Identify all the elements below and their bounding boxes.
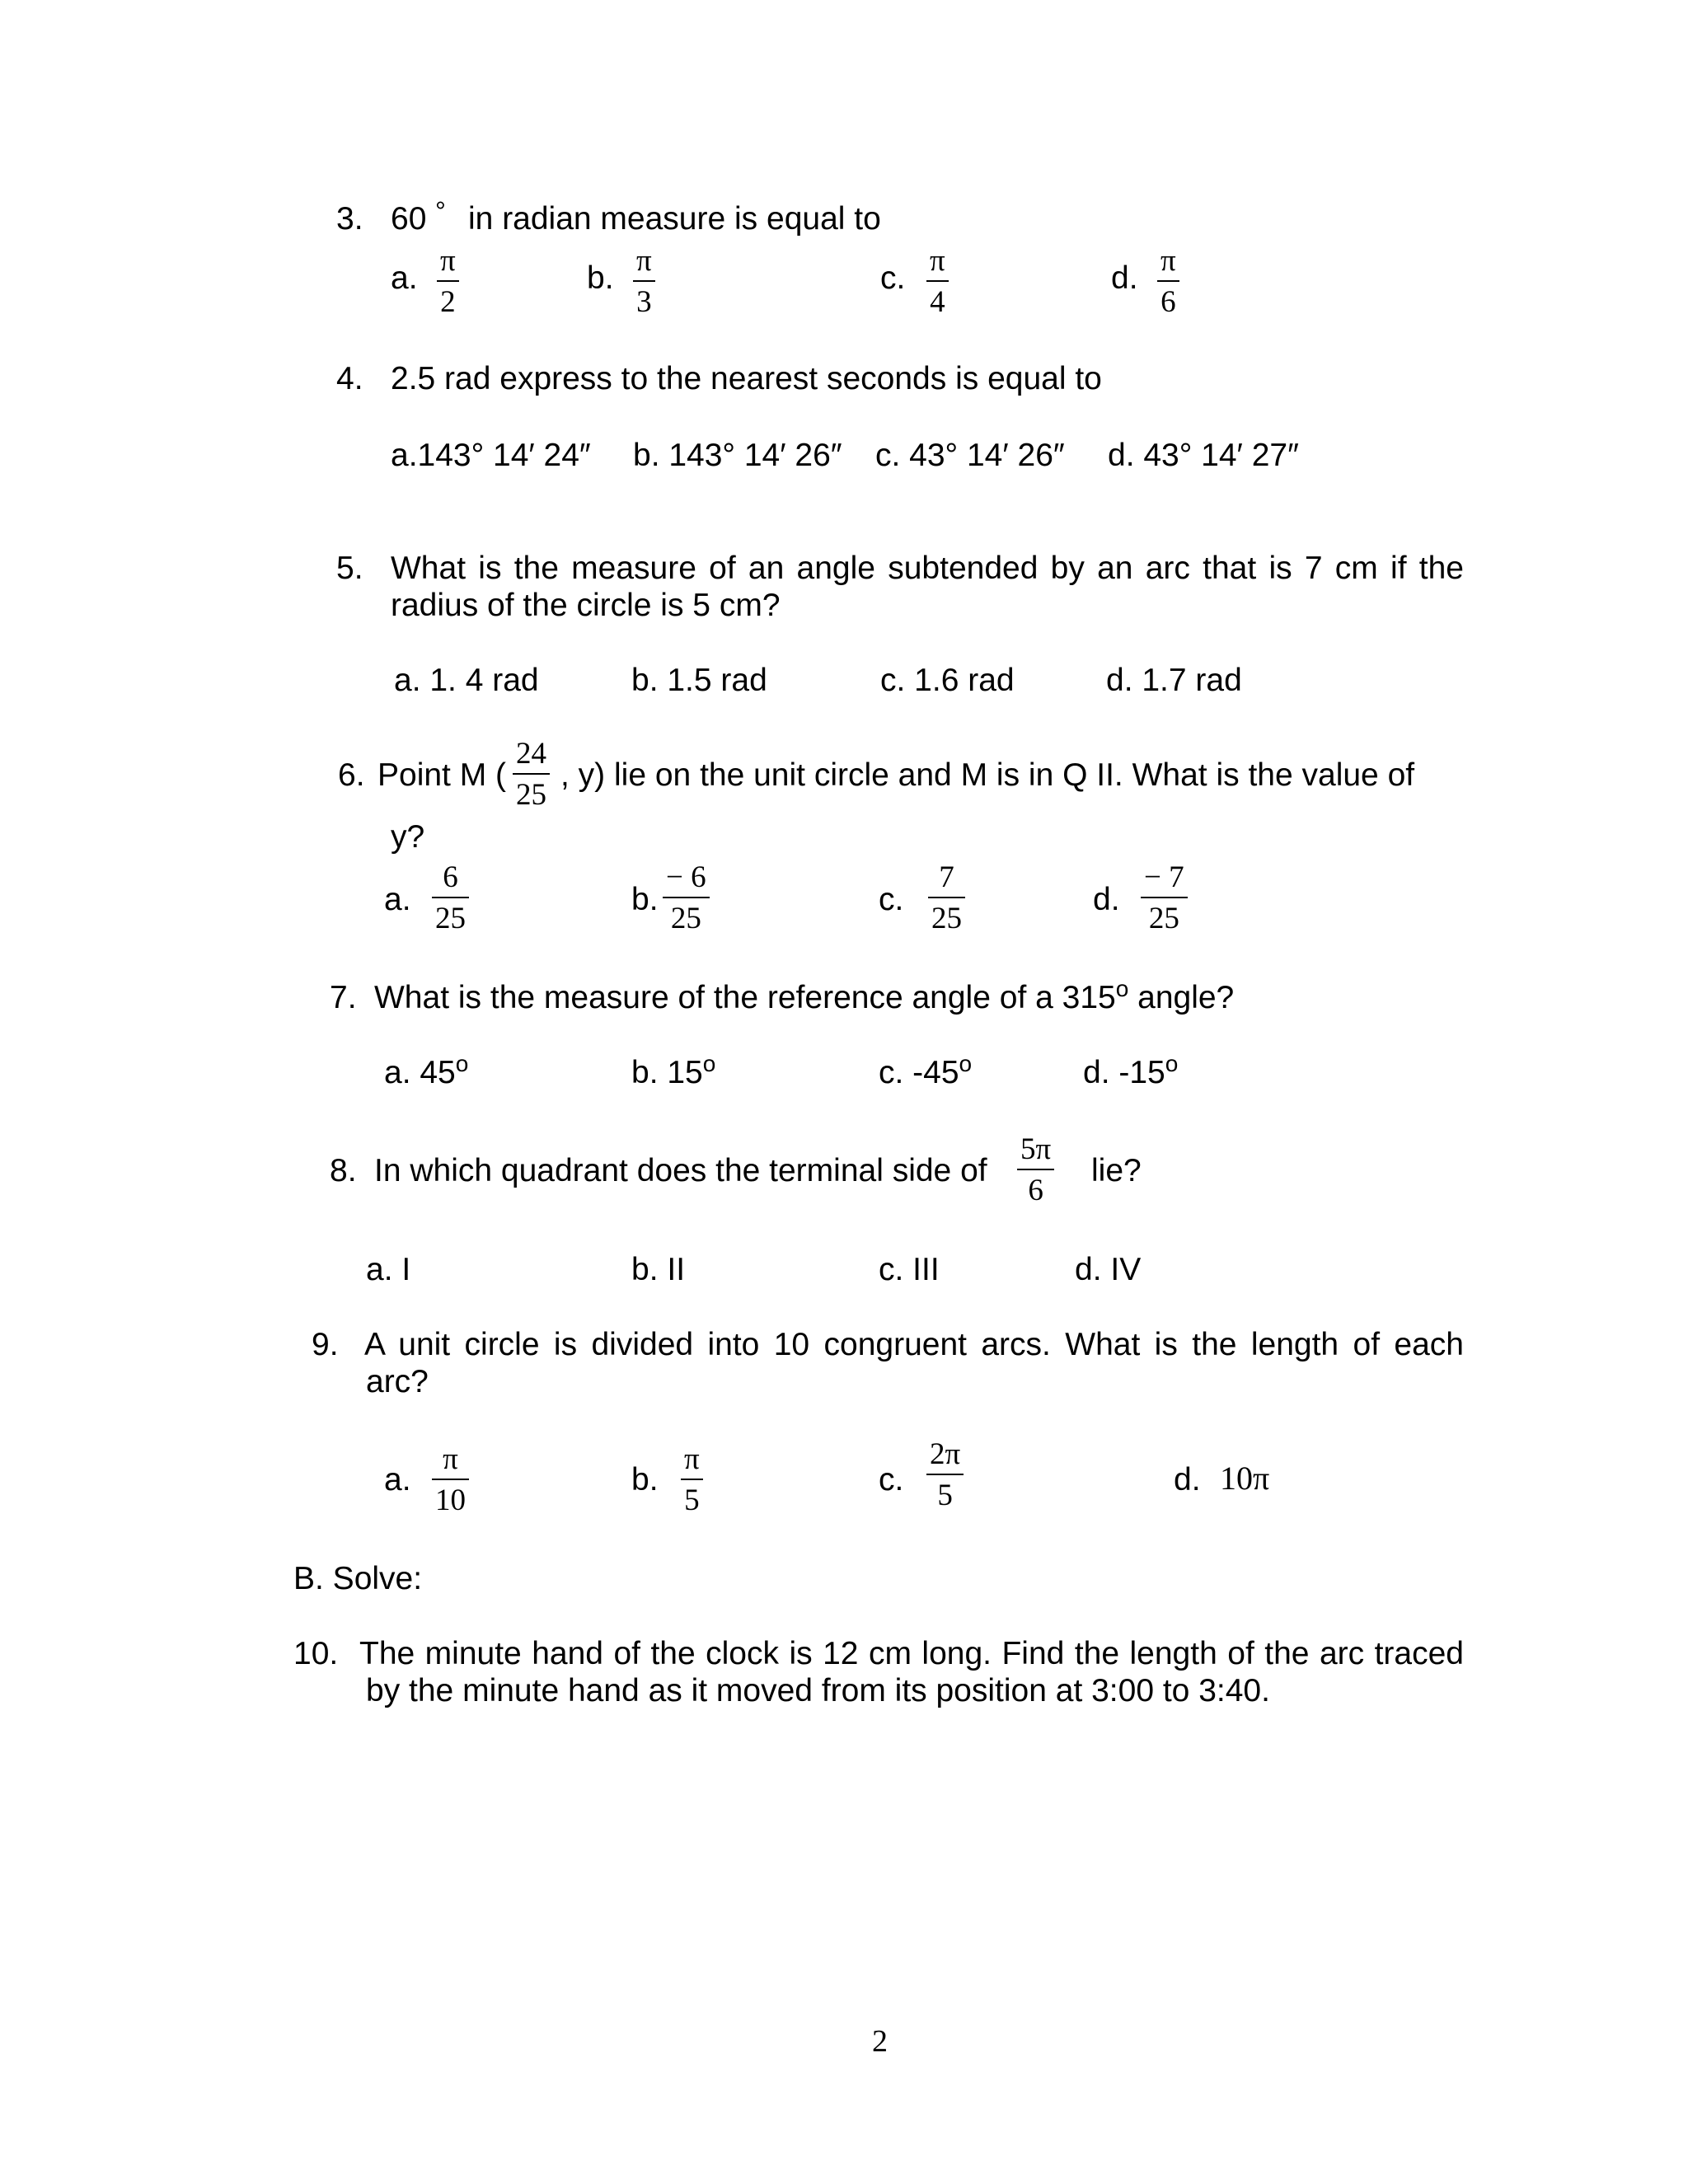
fraction-denominator: 25 bbox=[931, 902, 962, 935]
section-b-title: B. Solve: bbox=[293, 1561, 423, 1596]
question-3-degree: ° bbox=[435, 196, 446, 226]
question-7-option-a bbox=[384, 1051, 469, 1090]
question-7-degree: o bbox=[1115, 976, 1129, 1001]
question-9-option-d-label: d. bbox=[1174, 1462, 1201, 1497]
question-6-stem-pre: Point M ( bbox=[377, 757, 507, 793]
question-6-option-b-fraction bbox=[663, 862, 710, 934]
fraction-denominator: 10 bbox=[435, 1483, 466, 1517]
question-7-stem-post: angle? bbox=[1128, 980, 1235, 1015]
fraction-numerator: − 6 bbox=[666, 860, 706, 894]
option-text: d. -15 bbox=[1083, 1055, 1165, 1090]
question-6-number: 6. bbox=[338, 757, 365, 793]
fraction-denominator: 5 bbox=[937, 1479, 953, 1512]
question-5-stem-line-1: What is the measure of an angle subtended by an arc that is 7 cm if the bbox=[391, 551, 1464, 586]
fraction-numerator: − 7 bbox=[1144, 860, 1184, 894]
question-6-option-b-label: b. bbox=[631, 882, 659, 917]
question-3-option-c-fraction bbox=[926, 246, 949, 317]
question-7-option-b bbox=[631, 1051, 716, 1090]
question-4-number: 4. bbox=[336, 361, 363, 396]
question-5-option-b: b. 1.5 rad bbox=[631, 663, 767, 698]
fraction-numerator: π bbox=[440, 244, 456, 278]
question-3-option-d-label: d. bbox=[1111, 260, 1138, 296]
question-3-option-d-fraction bbox=[1157, 246, 1179, 317]
fraction-denominator: 25 bbox=[516, 778, 546, 812]
question-7-stem-pre: What is the measure of the reference angle of a 315 bbox=[374, 980, 1116, 1015]
fraction-denominator: 3 bbox=[636, 285, 652, 319]
question-9-option-c-fraction bbox=[926, 1439, 964, 1511]
question-8-option-a: a. I bbox=[366, 1252, 411, 1287]
question-9-option-a-fraction bbox=[432, 1444, 469, 1516]
fraction-denominator: 25 bbox=[1148, 902, 1179, 935]
option-text: a. 45 bbox=[384, 1055, 456, 1090]
question-4-option-c: c. 43° 14′ 26″ bbox=[875, 438, 1065, 473]
fraction-numerator: π bbox=[930, 244, 945, 278]
question-3-option-c-label: c. bbox=[880, 260, 906, 296]
degree-mark: o bbox=[702, 1051, 716, 1076]
question-8-stem-post: lie? bbox=[1091, 1153, 1142, 1188]
question-7-option-c bbox=[879, 1051, 973, 1090]
fraction-numerator: 5π bbox=[1020, 1132, 1052, 1166]
degree-mark: o bbox=[959, 1051, 973, 1076]
fraction-numerator: 2π bbox=[930, 1437, 961, 1471]
degree-mark: o bbox=[1165, 1051, 1179, 1076]
question-3-option-b-fraction bbox=[633, 246, 655, 317]
question-6-option-a-label: a. bbox=[384, 882, 411, 917]
fraction-denominator: 6 bbox=[1028, 1174, 1043, 1207]
question-4-option-b: b. 143° 14′ 26″ bbox=[633, 438, 842, 473]
fraction-numerator: 6 bbox=[443, 860, 458, 894]
question-5-number: 5. bbox=[336, 551, 363, 586]
fraction-denominator: 5 bbox=[684, 1483, 700, 1517]
question-3-stem-value: 60 bbox=[391, 201, 427, 237]
question-3-option-b-label: b. bbox=[587, 260, 614, 296]
question-8-option-b: b. II bbox=[631, 1252, 686, 1287]
question-3-stem-text: in radian measure is equal to bbox=[468, 201, 881, 237]
question-6-stem-post: , y) lie on the unit circle and M is in Q II. What is the value of bbox=[560, 757, 1415, 793]
question-9-option-c-label: c. bbox=[879, 1462, 904, 1497]
question-4-stem: 2.5 rad express to the nearest seconds is equal to bbox=[391, 361, 1102, 396]
question-5-option-d: d. 1.7 rad bbox=[1106, 663, 1242, 698]
question-9-stem-line-2: arc? bbox=[366, 1364, 429, 1399]
question-8-option-d: d. IV bbox=[1075, 1252, 1142, 1287]
question-5-option-a: a. 1. 4 rad bbox=[394, 663, 539, 698]
fraction-numerator: π bbox=[1160, 244, 1176, 278]
question-6-option-c-label: c. bbox=[879, 882, 904, 917]
question-9-option-b-label: b. bbox=[631, 1462, 659, 1497]
option-text: b. 15 bbox=[631, 1055, 703, 1090]
question-5-stem-line-2: radius of the circle is 5 cm? bbox=[391, 588, 781, 623]
fraction-denominator: 25 bbox=[435, 902, 466, 935]
question-7-number: 7. bbox=[330, 980, 357, 1015]
fraction-numerator: π bbox=[636, 244, 652, 278]
question-6-option-c-fraction bbox=[928, 862, 965, 934]
question-10-line-1: The minute hand of the clock is 12 cm long. Find the length of the arc traced bbox=[359, 1636, 1464, 1671]
question-8-stem-pre: In which quadrant does the terminal side of bbox=[374, 1153, 987, 1188]
option-text: c. -45 bbox=[879, 1055, 959, 1090]
question-7-option-d bbox=[1083, 1051, 1179, 1090]
question-8-option-c: c. III bbox=[879, 1252, 940, 1287]
question-9-stem-line-1: A unit circle is divided into 10 congruent arcs. What is the length of each bbox=[364, 1327, 1464, 1362]
degree-mark: o bbox=[455, 1051, 469, 1076]
question-10-line-2: by the minute hand as it moved from its position at 3:00 to 3:40. bbox=[366, 1673, 1270, 1708]
question-6-stem-fraction bbox=[513, 738, 550, 810]
question-6-stem-line-2: y? bbox=[391, 819, 425, 855]
fraction-numerator: π bbox=[443, 1442, 458, 1476]
fraction-numerator: 7 bbox=[939, 860, 954, 894]
question-3-option-a-label: a. bbox=[391, 260, 418, 296]
question-6-option-d-label: d. bbox=[1093, 882, 1120, 917]
question-9-number: 9. bbox=[312, 1327, 339, 1362]
question-6-option-a-fraction bbox=[432, 862, 469, 934]
fraction-denominator: 25 bbox=[670, 902, 701, 935]
question-8-number: 8. bbox=[330, 1153, 357, 1188]
question-4-option-a: a.143° 14′ 24″ bbox=[391, 438, 591, 473]
question-9-option-d-value: 10π bbox=[1220, 1460, 1270, 1497]
question-9-option-b-fraction bbox=[681, 1444, 703, 1516]
question-5-option-c: c. 1.6 rad bbox=[880, 663, 1015, 698]
question-7-stem bbox=[374, 976, 1235, 1015]
question-3-number: 3. bbox=[336, 201, 363, 237]
fraction-denominator: 4 bbox=[930, 285, 945, 319]
question-8-stem-fraction bbox=[1017, 1134, 1054, 1206]
fraction-numerator: 24 bbox=[516, 737, 546, 771]
page-number: 2 bbox=[872, 2024, 888, 2059]
fraction-numerator: π bbox=[684, 1442, 700, 1476]
fraction-denominator: 2 bbox=[440, 285, 456, 319]
question-6-option-d-fraction bbox=[1141, 862, 1188, 934]
question-10-number: 10. bbox=[293, 1636, 339, 1671]
question-9-option-a-label: a. bbox=[384, 1462, 411, 1497]
fraction-denominator: 6 bbox=[1160, 285, 1176, 319]
question-4-option-d: d. 43° 14′ 27″ bbox=[1108, 438, 1299, 473]
question-3-option-a-fraction bbox=[437, 246, 459, 317]
